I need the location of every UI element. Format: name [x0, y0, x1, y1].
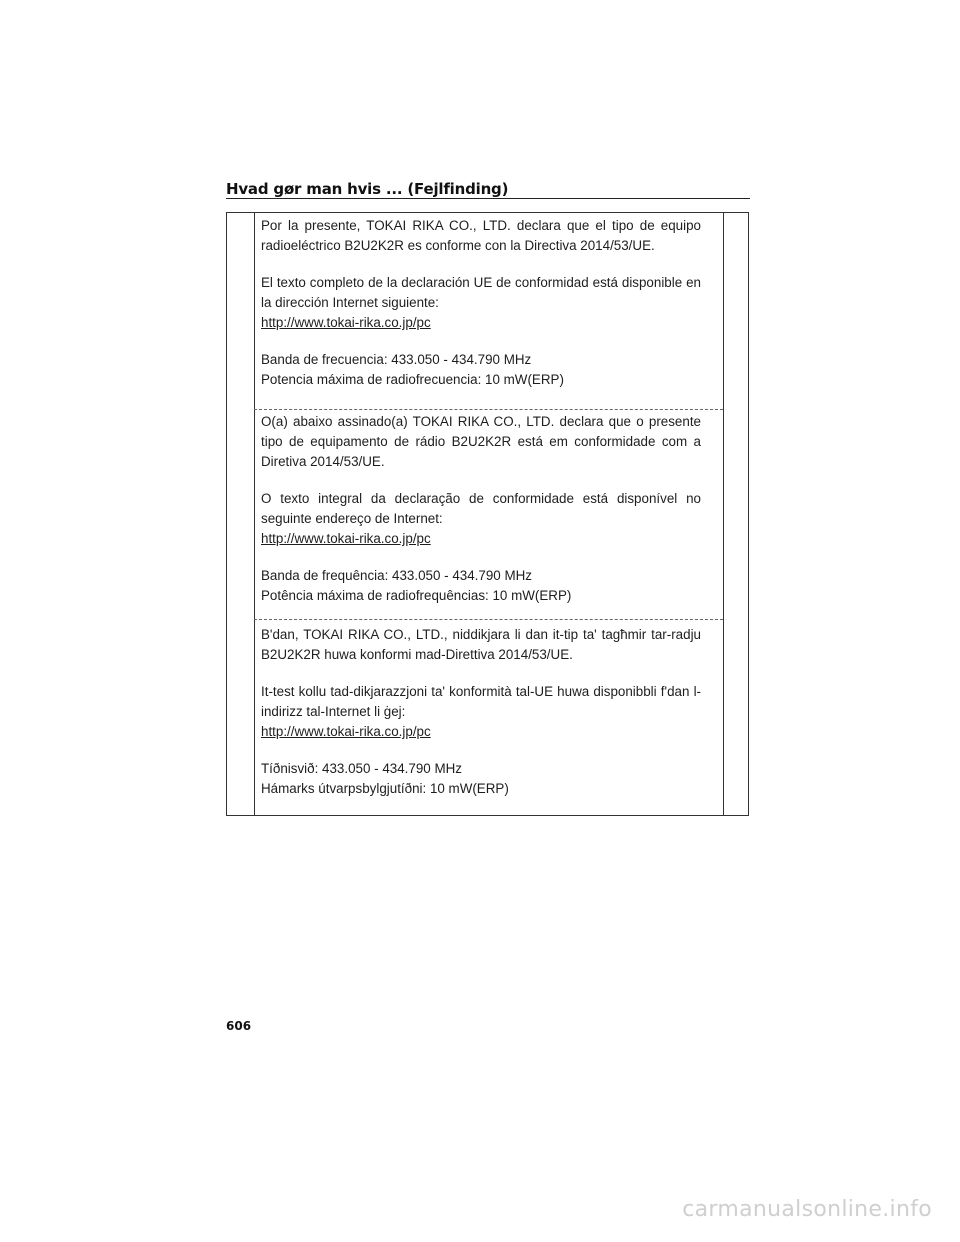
- page-number: 606: [226, 1019, 252, 1033]
- section-divider: [254, 619, 723, 620]
- max-power-text: Potência máxima de radiofrequências: 10 mW(ERP): [261, 588, 572, 603]
- frequency-band-text: Banda de frequência: 433.050 - 434.790 MHz: [261, 568, 532, 583]
- availability-block: [261, 273, 701, 333]
- max-power-text: Potencia máxima de radiofrecuencia: 10 mW(ERP): [261, 372, 564, 387]
- availability-block: [261, 682, 701, 742]
- availability-text: It-test kollu tad-dikjarazzjoni ta' konformità tal-UE huwa disponibbli f'dan l-indirizz tal-Internet li ġej:: [261, 684, 701, 719]
- availability-text: El texto completo de la declaración UE de conformidad está disponible en la dirección Internet siguiente:: [261, 275, 701, 310]
- right-column-border: [723, 213, 724, 815]
- header-divider: [226, 198, 750, 199]
- spec-block: [261, 350, 701, 390]
- frequency-band-text: Tíðnisvið: 433.050 - 434.790 MHz: [261, 761, 462, 776]
- declaration-link[interactable]: http://www.tokai-rika.co.jp/pc: [261, 315, 431, 330]
- spec-block: [261, 759, 701, 799]
- max-power-text: Hámarks útvarpsbylgjutíðni: 10 mW(ERP): [261, 781, 509, 796]
- declaration-box: [226, 212, 749, 816]
- maltese-declaration-section: [261, 625, 701, 799]
- page-title: Hvad gør man hvis ... (Fejlfinding): [226, 180, 509, 198]
- left-column-border: [254, 213, 255, 815]
- frequency-band-text: Banda de frecuencia: 433.050 - 434.790 MHz: [261, 352, 532, 367]
- section-divider: [254, 409, 723, 410]
- portuguese-declaration-section: [261, 412, 701, 606]
- declaration-link[interactable]: http://www.tokai-rika.co.jp/pc: [261, 531, 431, 546]
- availability-block: [261, 489, 701, 549]
- declaration-text: O(a) abaixo assinado(a) TOKAI RIKA CO., LTD. declara que o presente tipo de equipamento de rádio B2U2K2R está em conformidade com a Diretiva 2014/53/UE.: [261, 414, 701, 469]
- declaration-text: B'dan, TOKAI RIKA CO., LTD., niddikjara li dan it-tip ta' tagħmir tar-radju B2U2K2R huwa konformi mad-Direttiva 2014/53/UE.: [261, 627, 701, 662]
- declaration-link[interactable]: http://www.tokai-rika.co.jp/pc: [261, 724, 431, 739]
- spanish-declaration-section: [261, 216, 701, 390]
- watermark: carmanualsonline.info: [682, 1197, 932, 1222]
- spec-block: [261, 566, 701, 606]
- declaration-text: Por la presente, TOKAI RIKA CO., LTD. declara que el tipo de equipo radioeléctrico B2U2K2R es conforme con la Directiva 2014/53/UE.: [261, 218, 701, 253]
- availability-text: O texto integral da declaração de conformidade está disponível no seguinte endereço de Internet:: [261, 491, 701, 526]
